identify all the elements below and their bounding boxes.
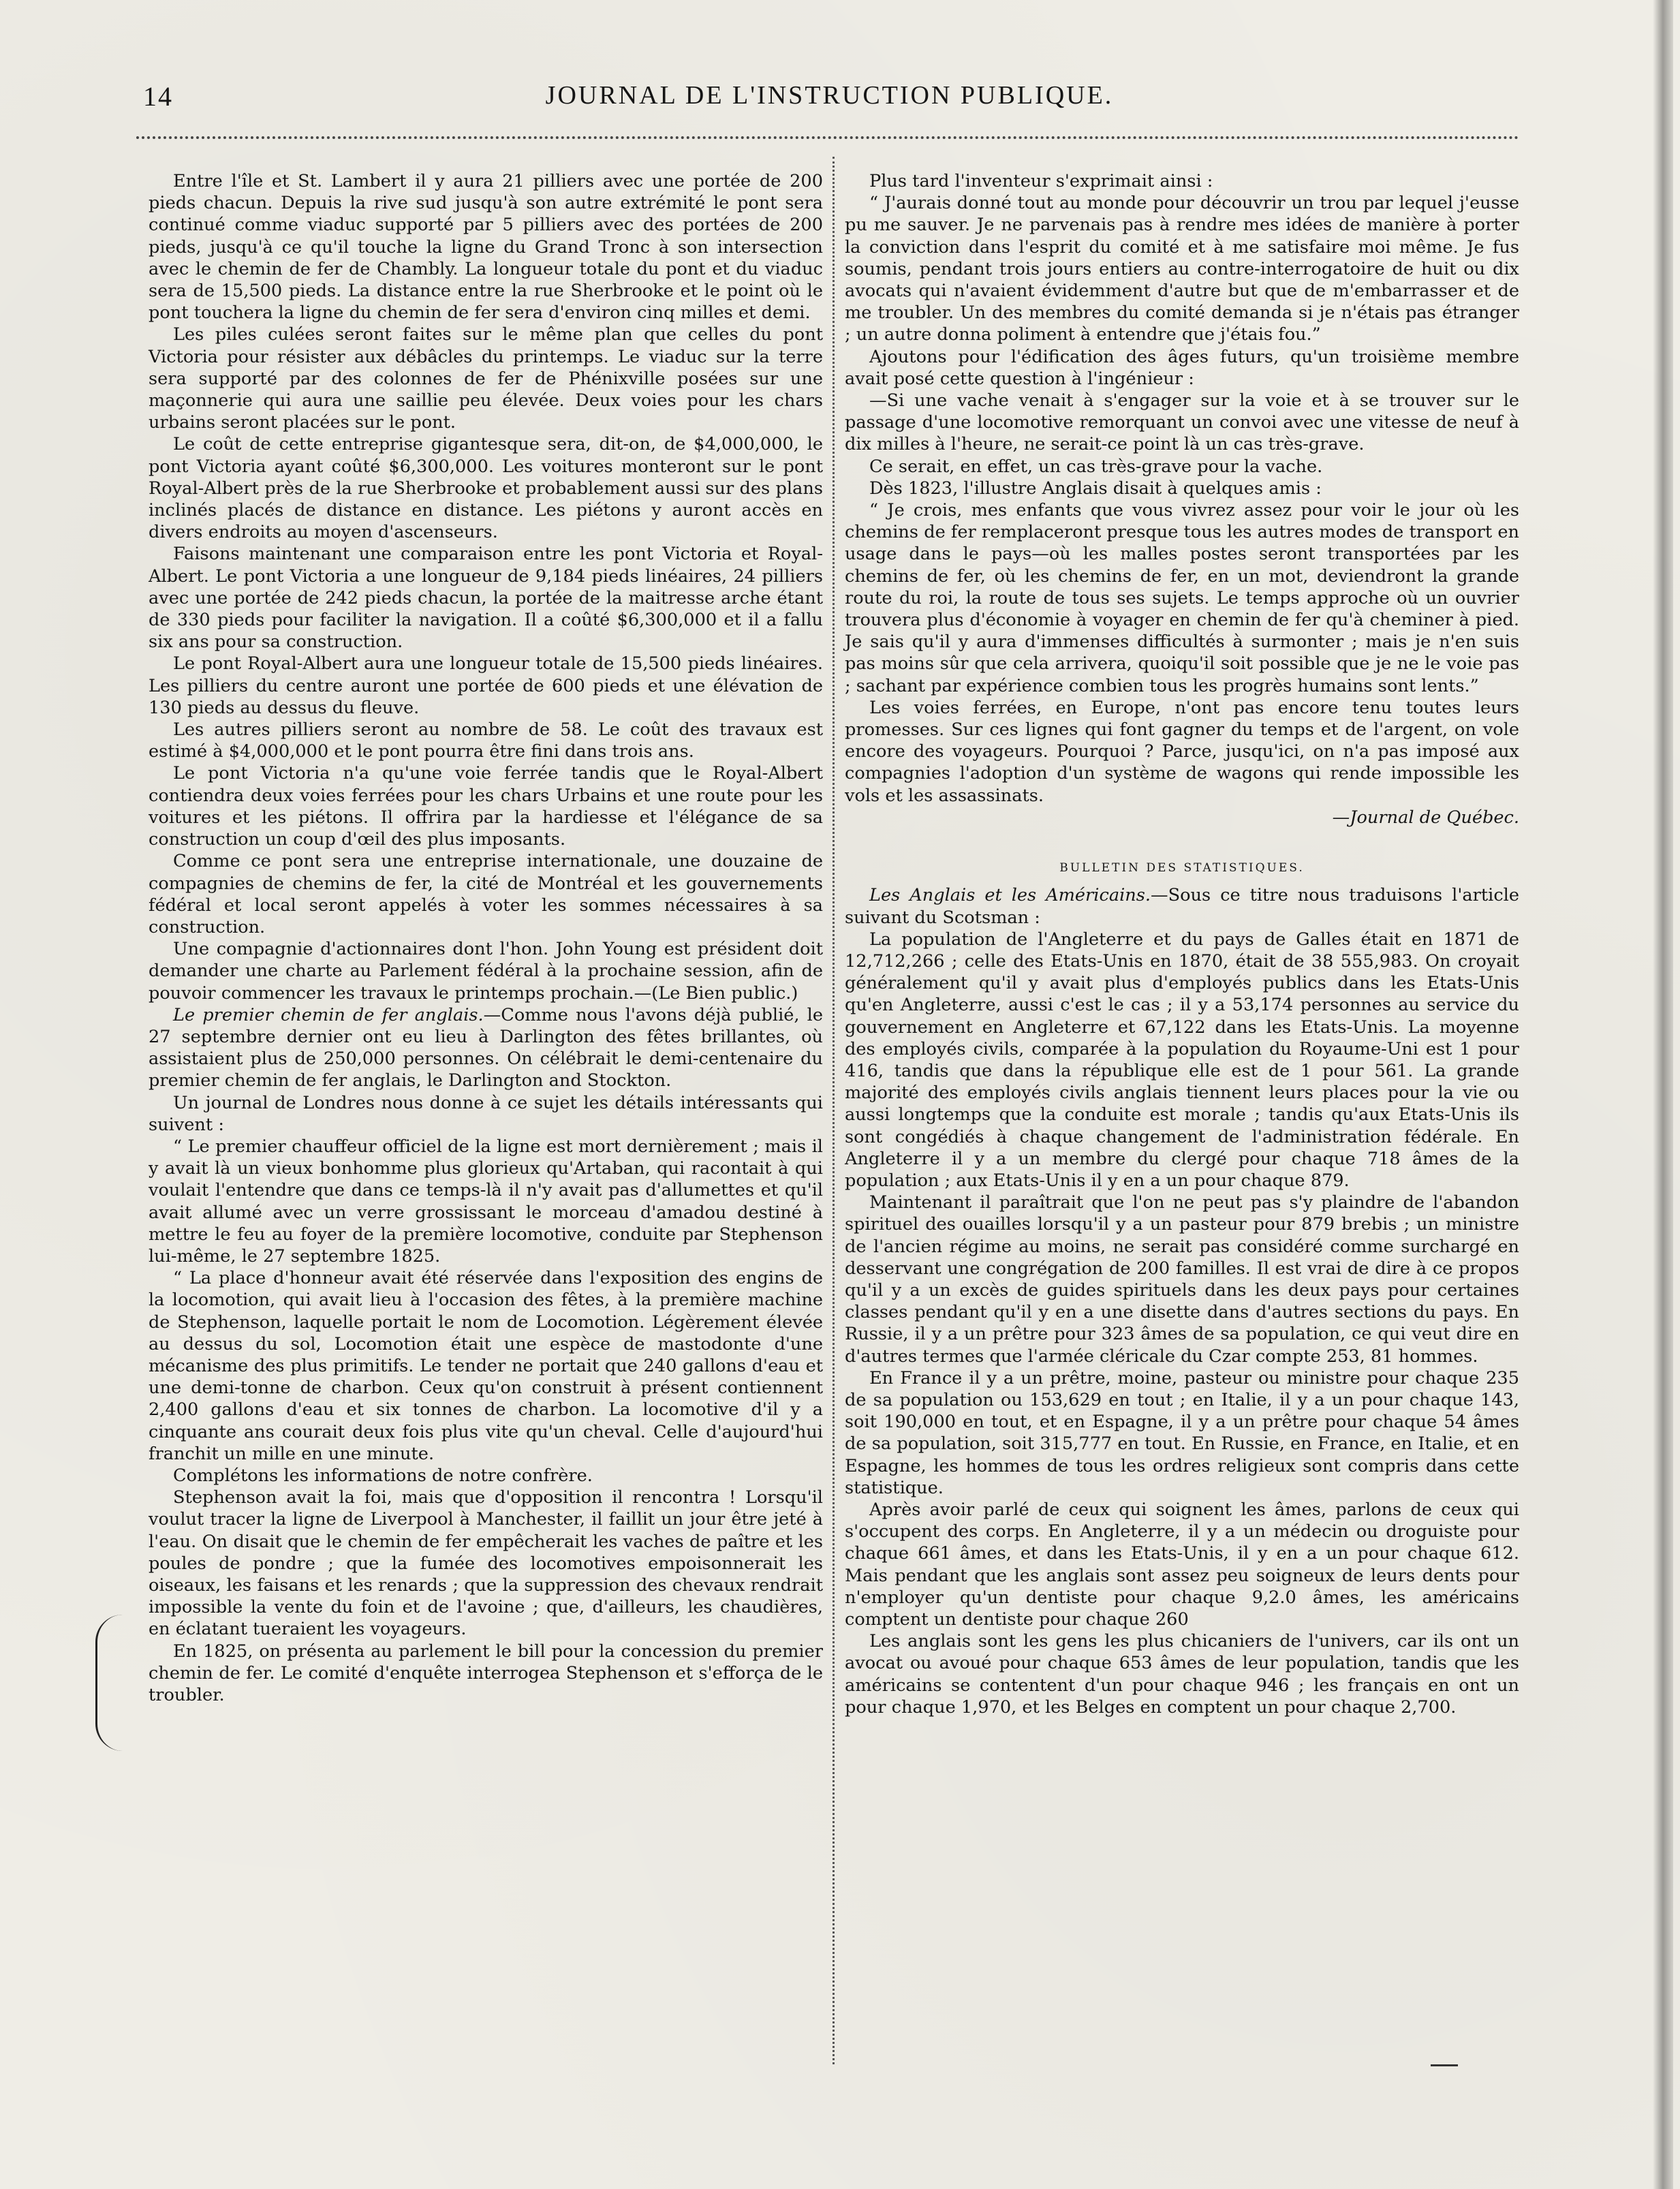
quote-paragraph: “ Je crois, mes enfants que vous vivrez assez pour voir le jour où les chemins de fer remplaceront presque tous les autres modes de transport en usage dans le pays—où les malles postes seront transportées par les chemins de fer, où les chemins de fer, en un mot, deviendront la grande route du roi, la route de tous ses sujets. Le temps approche où un ouvrier trouvera plus d'économie à voyager en chemin de fer qu'à cheminer à pied. Je sais qu'il y aura d'immenses difficultés à surmonter ; mais je n'en suis pas moins sûr que cela arrivera, quoiqu'il soit possible que je ne le voie pas ; sachant par expérience combien tous les progrès humains sont lents.” [845,500,1519,696]
paragraph: Les voies ferrées, en Europe, n'ont pas encore tenu toutes leurs promesses. Sur ces lignes qui font gagner du temps et de l'argent, on vole encore des voyageurs. Pourquoi ? Parce, jusqu'ici, on n'a pas imposé aux compagnies l'adoption d'un système de wagons qui rende impossible les vols et les assassinats. [845,697,1519,806]
paragraph: Le pont Victoria n'a qu'une voie ferrée tandis que le Royal-Albert contiendra deux voies ferrées pour les chars Urbains et une route pour les voitures et les piétons. Il offrira par la hardiesse et l'élégance de sa construction un coup d'œil des plus imposants. [149,763,823,850]
article-text: —Sous ce titre nous traduisons l'article suivant du Scotsman : [845,885,1519,928]
paragraph: Ce serait, en effet, un cas très-grave pour la vache. [869,456,1323,477]
page-number: 14 [143,81,173,112]
page-header [143,80,1516,121]
left-column [149,170,823,2051]
paragraph: En 1825, on présenta au parlement le bill pour la concession du premier chemin de fer. Le comité d'enquête interrogea Stephenson et s'efforça de le troubler. [149,1641,823,1706]
article-paragraph [845,884,1519,928]
article-text: —Comme nous l'avons déjà publié, le 27 septembre dernier ont eu lieu à Darlington des fêtes brillantes, où assistaient plus de 250,000 personnes. On célébrait le demi-centenaire du premier chemin de fer anglais, le Darlington and Stockton. [149,1004,823,1091]
paragraph: Le pont Royal-Albert aura une longueur totale de 15,500 pieds linéaires. Les pilliers du centre auront une portée de 600 pieds et une élévation de 130 pieds au dessus du fleuve. [149,653,823,718]
paragraph: Ajoutons pour l'édification des âges futurs, qu'un troisième membre avait posé cette question à l'ingénieur : [845,346,1519,389]
paragraph: Les autres pilliers seront au nombre de 58. Le coût des travaux est estimé à $4,000,000 et le pont pourra être fini dans trois ans. [149,719,823,762]
paragraph: Comme ce pont sera une entreprise internationale, une douzaine de compagnies de chemins de fer, la cité de Montréal et les gouvernements fédéral et local seront appelés à voter les sommes nécessaires à sa construction. [149,851,823,937]
quote-paragraph: “ Le premier chauffeur officiel de la ligne est mort dernièrement ; mais il y avait là un vieux bonhomme plus glorieux qu'Artaban, qui racontait à qui voulait l'entendre que dans ce temps-là il n'y avait pas d'allumettes et qu'il avait allumé avec un verre grossissant le morceau d'amadou destiné à mettre le feu au foyer de la première locomotive, conduite par Stephenson lui-même, le 27 septembre 1825. [149,1136,823,1267]
paragraph: Entre l'île et St. Lambert il y aura 21 pilliers avec une portée de 200 pieds chacun. Depuis la rive sud jusqu'à son autre extrémité le pont sera continué comme viaduc supporté par 5 pilliers avec des portées de 200 pieds, jusqu'à ce qu'il touche la ligne du Grand Tronc à son intersection avec le chemin de fer de Chambly. La longueur totale du pont et du viaduc sera de 15,500 pieds. La distance entre la rue Sherbrooke et le point où le pont touchera la ligne du chemin de fer sera d'environ cinq milles et demi. [149,171,823,324]
quote-paragraph: “ J'aurais donné tout au monde pour découvrir un trou par lequel j'eusse pu me sauver. Je ne parvenais pas à rendre mes idées de manière à porter la conviction dans l'esprit du comité et à me satisfaire moi même. Je fus soumis, pendant trois jours entiers au contre-interrogatoire de huit ou dix avocats qui n'avaient évidemment d'autre but que de m'embarrasser et de me troubler. Un des membres du comité demanda si je n'étais pas étranger ; un autre donna poliment à entendre que j'étais fou.” [845,193,1519,345]
column-divider [833,157,835,2064]
paragraph: Un journal de Londres nous donne à ce sujet les détails intéressants qui suivent : [149,1092,823,1135]
paragraph: Une compagnie d'actionnaires dont l'hon. John Young est président doit demander une charte au Parlement fédéral à la prochaine session, afin de pouvoir commencer les travaux le printemps prochain.—(Le Bien public.) [149,939,823,1004]
paragraph: Maintenant il paraîtrait que l'on ne peut pas s'y plaindre de l'abandon spirituel des ouailles lorsqu'il y a un pasteur pour 879 brebis ; un ministre de l'ancien régime au moins, ne serait pas considéré comme surchargé en desservant une congrégation de 200 familles. Il est vrai de dire à ce propos qu'il y a un excès de guides spirituels dans les deux pays pour certaines classes pendant qu'il y en a une disette dans d'autres sections du pays. En Russie, il y a un prêtre pour 323 âmes de sa population, ce qui veut dire en d'autres termes que l'armée cléricale du Czar compte 253, 81 hommes. [845,1192,1519,1367]
article-title: Les Anglais et les Américains. [869,885,1151,906]
article-title: Le premier chemin de fer anglais. [173,1004,484,1025]
right-column [845,170,1519,2051]
margin-bracket-mark [95,1615,138,1751]
paragraph: Plus tard l'inventeur s'exprimait ainsi : [869,171,1213,191]
paragraph: Complétons les informations de notre confrère. [173,1465,593,1486]
paragraph: Les piles culées seront faites sur le même plan que celles du pont Victoria pour résister aux débâcles du printemps. Le viaduc sur la terre sera supporté par des colonnes de fer de Phénixville posées sur une maçonnerie qui aura une saillie peu élevée. Deux voies pour les chars urbains seront placées sur le pont. [149,324,823,433]
paragraph: —Si une vache venait à s'engager sur la voie et à se trouver sur le passage d'une locomotive remorquant un convoi avec une vitesse de neuf à dix milles à l'heure, ne serait-ce point là un cas très-grave. [845,390,1519,455]
paragraph: Les anglais sont les gens les plus chicaniers de l'univers, car ils ont un avocat ou avoué pour chaque 653 âmes de leur population, tandis que les américains se contentent d'un pour chaque 946 ; les français en ont un pour chaque 1,970, et les Belges en comptent un pour chaque 2,700. [845,1631,1519,1718]
binding-edge [1653,0,1673,2189]
quote-paragraph: “ La place d'honneur avait été réservée dans l'exposition des engins de la locomotion, qui avait lieu à l'occasion des fêtes, à la première machine de Stephenson, laquelle portait le nom de Locomotion. Légèrement élevée au dessus du sol, Locomotion était une espèce de mastodonte d'une mécanisme des plus primitifs. Le tender ne portait que 240 gallons d'eau et une demi-tonne de charbon. Ceux qu'on construit à présent contiennent 2,400 gallons d'eau et six tonnes de charbon. La locomotive d'il y a cinquante ans courait deux fois plus vite qu'un cheval. Celle d'aujourd'hui franchit un mille en une minute. [149,1268,823,1464]
paragraph: Le coût de cette entreprise gigantesque sera, dit-on, de $4,000,000, le pont Victoria ayant coûté $6,300,000. Les voitures monteront sur le pont Royal-Albert près de la rue Sherbrooke et probablement aussi sur des plans inclinés placés de distance en distance. Les piétons y auront accès en divers endroits au moyen d'ascenseurs. [149,434,823,543]
paragraph: Après avoir parlé de ceux qui soignent les âmes, parlons de ceux qui s'occupent des corps. En Angleterre, il y a un médecin ou droguiste pour chaque 661 âmes, et dans les Etats-Unis, il y en a un pour chaque 612. Mais pendant que les anglais sont assez peu soigneux de leurs dents pour n'employer qu'un dentiste pour chaque 9,2.0 âmes, les américains comptent un dentiste pour chaque 260 [845,1499,1519,1630]
paragraph: La population de l'Angleterre et du pays de Galles était en 1871 de 12,712,266 ; celle des Etats-Unis en 1870, était de 38 555,983. On croyait généralement qu'il y avait plus d'employés publics dans les Etats-Unis qu'en Angleterre, aussi c'est le cas ; il y a 53,174 personnes au service du gouvernement en Angleterre et 67,122 dans les Etats-Unis. La moyenne des employés civils, comparée à la population du Royaume-Uni est 1 pour 416, tandis que dans la république elle est de 1 pour 561. La grande majorité des employés civils anglais tiennent leurs places pour la vie ou aussi longtemps que la conduite est morale ; tandis qu'aux Etats-Unis ils sont congédiés à chaque changement de l'administration fédérale. En Angleterre il y a un membre du clergé pour chaque 718 âmes de la population ; aux Etats-Unis il y en a un pour chaque 879. [845,929,1519,1191]
source-attribution: —Journal de Québec. [1332,807,1519,828]
end-dash [1431,2064,1458,2066]
paragraph: En France il y a un prêtre, moine, pasteur ou ministre pour chaque 235 de sa population ou 153,629 en tout ; en Italie, il y a un pour chaque 143, soit 190,000 en tout, et en Espagne, il y a un prêtre pour chaque 54 âmes de sa population, soit 315,777 en tout. En Russie, en France, en Italie, et en Espagne, les hommes de tous les ordres religieux sont compris dans cette statistique. [845,1367,1519,1498]
header-rule [136,136,1519,139]
paragraph: Stephenson avait la foi, mais que d'opposition il rencontra ! Lorsqu'il voulut tracer la ligne de Liverpool à Manchester, il faillit un jour être jeté à l'eau. On disait que le chemin de fer empêcherait les vaches de paître et les poules de pondre ; que la fumée des locomotives empoisonnerait les oiseaux, les faisans et les renards ; que la suppression des chevaux rendrait impossible la vente du foin et de l'avoine ; que, d'ailleurs, les chaudières, en éclatant tueraient les voyageurs. [149,1487,823,1640]
running-title: JOURNAL DE L'INSTRUCTION PUBLIQUE. [545,81,1114,110]
paragraph: Faisons maintenant une comparaison entre les pont Victoria et Royal-Albert. Le pont Victoria a une longueur de 9,184 pieds linéaires, 24 pilliers avec une portée de 242 pieds chacun, la portée de la maitresse arche étant de 330 pieds pour faciliter la navigation. Il a coûté $6,300,000 et il a fallu six ans pour sa construction. [149,544,823,653]
article-paragraph [149,1004,823,1092]
section-heading: BULLETIN DES STATISTIQUES. [1059,861,1305,875]
paragraph: Dès 1823, l'illustre Anglais disait à quelques amis : [869,478,1322,499]
